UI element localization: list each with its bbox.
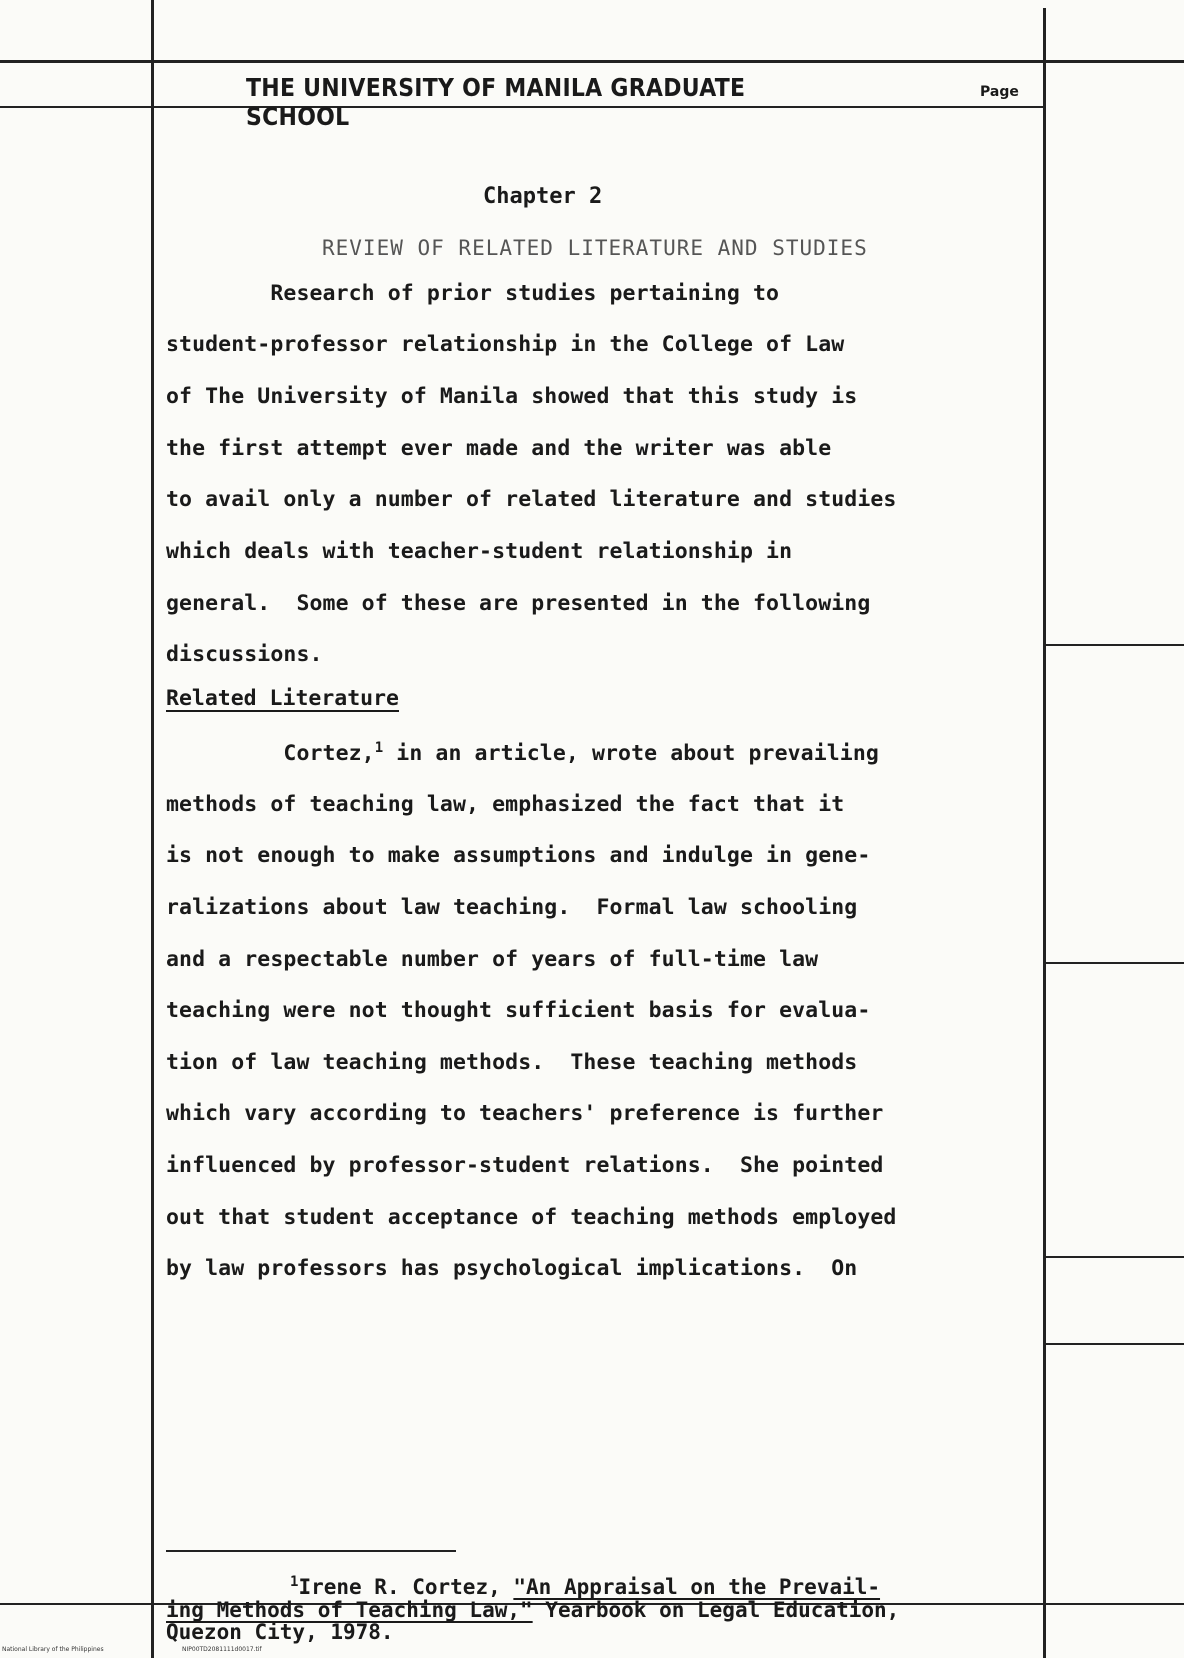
- paragraph-line: of The University of Manila showed that this study is: [166, 384, 858, 409]
- paragraph-line: out that student acceptance of teaching methods employed: [166, 1205, 897, 1230]
- margin-rule: [1044, 1256, 1184, 1258]
- page-label: Page: [980, 84, 1019, 100]
- paragraph-line: teaching were not thought sufficient basis for evalua-: [166, 998, 871, 1023]
- footnote-rule: [166, 1550, 456, 1552]
- paragraph-line: to avail only a number of related literature and studies: [166, 487, 897, 512]
- footnote-place-year: Quezon City, 1978.: [166, 1620, 394, 1644]
- footnote-title: "An Appraisal on the Prevail-: [513, 1575, 881, 1599]
- paragraph-line: ralizations about law teaching. Formal law schooling: [166, 895, 858, 920]
- footnote-ref: 1: [374, 740, 384, 756]
- paragraph-line: Research of prior studies pertaining to: [166, 281, 780, 306]
- footnote-author: Irene R. Cortez,: [298, 1575, 514, 1599]
- paragraph-line: methods of teaching law, emphasized the fact that it: [166, 792, 845, 817]
- footnote-source: Yearbook on Legal Education,: [532, 1598, 900, 1622]
- right-margin-rule: [1043, 8, 1046, 1658]
- paragraph-line: the first attempt ever made and the writer was able: [166, 436, 832, 461]
- cited-author: Cortez,: [166, 741, 375, 767]
- footnote-line: [166, 1598, 899, 1622]
- paragraph-line: and a respectable number of years of full-time law: [166, 947, 819, 972]
- paragraph-line: general. Some of these are presented in the following: [166, 591, 871, 616]
- library-credit: National Library of the Philippines: [2, 1646, 104, 1653]
- top-rule: [0, 60, 1184, 63]
- footnote-title: ing Methods of Teaching Law,": [166, 1598, 533, 1622]
- left-margin-rule: [151, 0, 154, 1658]
- margin-rule: [1044, 962, 1184, 964]
- school-header: THE UNIVERSITY OF MANILA GRADUATE SCHOOL: [246, 73, 746, 131]
- chapter-number: Chapter 2: [483, 184, 603, 209]
- paragraph-text: in an article, wrote about prevailing: [383, 741, 879, 767]
- section-heading: Related Literature: [166, 686, 399, 711]
- paragraph-line: [166, 740, 879, 766]
- paragraph-line: tion of law teaching methods. These teaching methods: [166, 1050, 858, 1075]
- paragraph-line: which vary according to teachers' preference is further: [166, 1101, 884, 1126]
- footnote-line: [290, 1574, 880, 1599]
- paragraph-line: is not enough to make assumptions and indulge in gene-: [166, 843, 871, 868]
- paragraph-line: which deals with teacher-student relationship in: [166, 539, 793, 564]
- paragraph-line: discussions.: [166, 642, 323, 667]
- footnote-marker: 1: [290, 1574, 299, 1590]
- chapter-title: REVIEW OF RELATED LITERATURE AND STUDIES: [322, 236, 868, 260]
- paragraph-line: influenced by professor-student relations. She pointed: [166, 1153, 884, 1178]
- scan-file-id: NIP00TD2081111d0017.tif: [182, 1646, 262, 1653]
- paragraph-line: student-professor relationship in the College of Law: [166, 332, 845, 357]
- paragraph-line: by law professors has psychological implications. On: [166, 1256, 858, 1281]
- margin-rule: [1044, 1343, 1184, 1345]
- margin-rule: [1044, 644, 1184, 646]
